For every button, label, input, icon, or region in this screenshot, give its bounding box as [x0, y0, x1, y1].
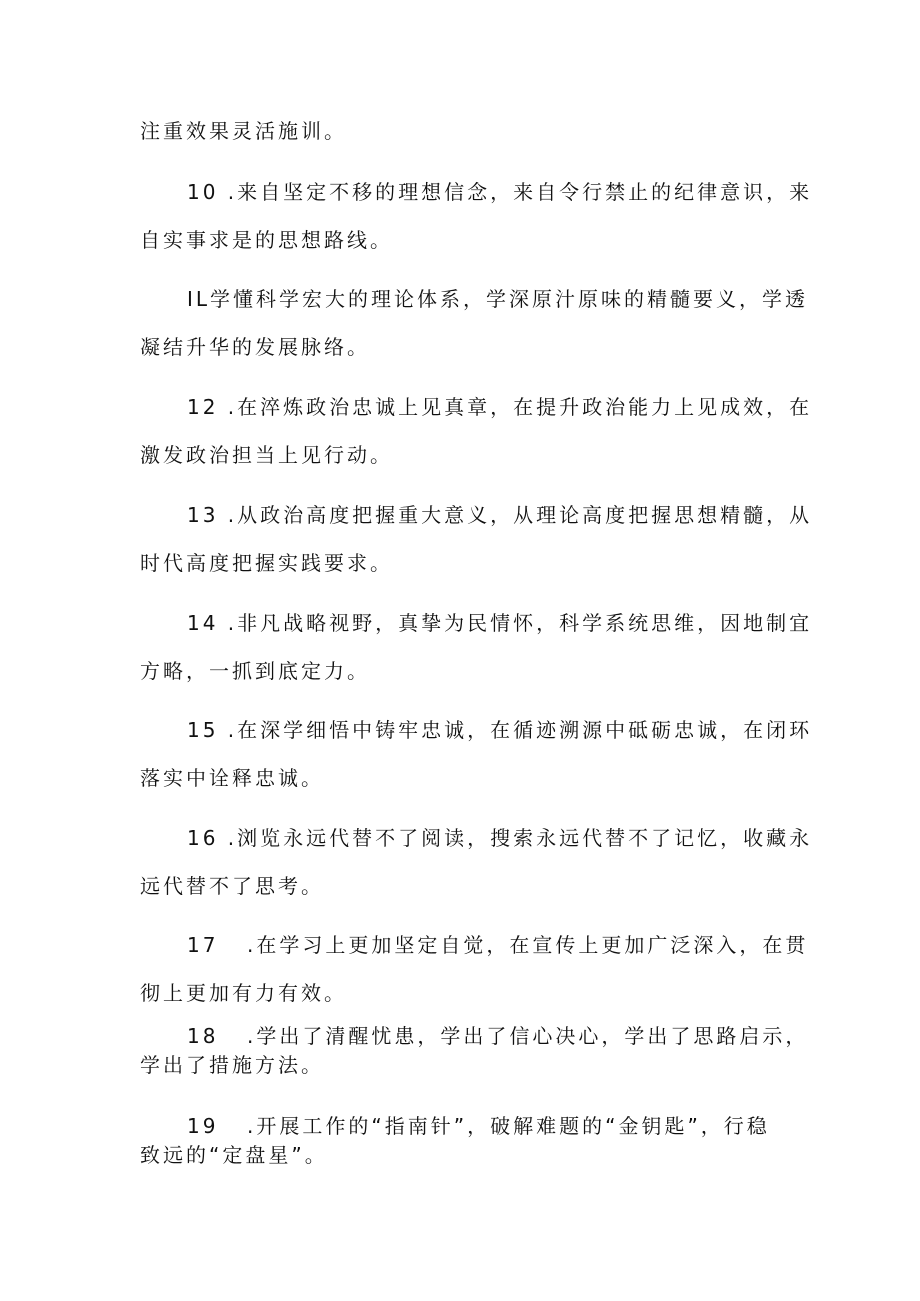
paragraph-19-line-2: 致远的“定盘星”。 [140, 1143, 328, 1167]
paragraph-18-line-2: 学出了措施方法。 [140, 1053, 324, 1077]
paragraph-12-line-2: 激发政治担当上见行动。 [140, 443, 393, 467]
paragraph-17-line-1 [187, 931, 832, 959]
paragraph-11-line-1: IL学懂科学宏大的理论体系，学深原汁原味的精髓要义，学透 [187, 287, 809, 311]
paragraph-18-line-1 [187, 1022, 832, 1050]
paragraph-9-tail: 注重效果灵活施训。 [140, 119, 347, 143]
paragraph-17-text: .在学习上更加坚定自觉，在宣传上更加广泛深入，在贯 [247, 933, 809, 957]
paragraph-16-line-2: 远代替不了思考。 [140, 874, 324, 898]
paragraph-12-line-1: 12 .在淬炼政治忠诚上见真章，在提升政治能力上见成效，在 [187, 395, 813, 419]
paragraph-19-text: .开展工作的“指南针”，破解难题的“金钥匙”，行稳 [247, 1114, 770, 1138]
paragraph-17-number: 17 [187, 933, 219, 957]
paragraph-14-line-2: 方略，一抓到底定力。 [140, 659, 370, 683]
paragraph-15-line-2: 落实中诠释忠诚。 [140, 766, 324, 790]
paragraph-10-line-2: 自实事求是的思想路线。 [140, 228, 393, 252]
paragraph-19-line-1 [187, 1112, 832, 1140]
paragraph-17-line-2: 彻上更加有力有效。 [140, 981, 347, 1005]
paragraph-19-number: 19 [187, 1114, 219, 1138]
paragraph-18-number: 18 [187, 1024, 219, 1048]
paragraph-13-line-1: 13 .从政治高度把握重大意义，从理论高度把握思想精髓，从 [187, 503, 813, 527]
paragraph-16-line-1: 16 .浏览永远代替不了阅读，搜索永远代替不了记忆，收藏永 [187, 826, 813, 850]
paragraph-11-line-2: 凝结升华的发展脉络。 [140, 335, 370, 359]
paragraph-14-line-1: 14 .非凡战略视野，真挚为民情怀，科学系统思维，因地制宜 [187, 611, 813, 635]
paragraph-18-text: .学出了清醒忧患，学出了信心决心，学出了思路启示， [247, 1024, 809, 1048]
paragraph-13-line-2: 时代高度把握实践要求。 [140, 551, 393, 575]
paragraph-10-line-1: 10 .来自坚定不移的理想信念，来自令行禁止的纪律意识，来 [187, 180, 813, 204]
paragraph-15-line-1: 15 .在深学细悟中铸牢忠诚，在循迹溯源中砥砺忠诚，在闭环 [187, 718, 813, 742]
